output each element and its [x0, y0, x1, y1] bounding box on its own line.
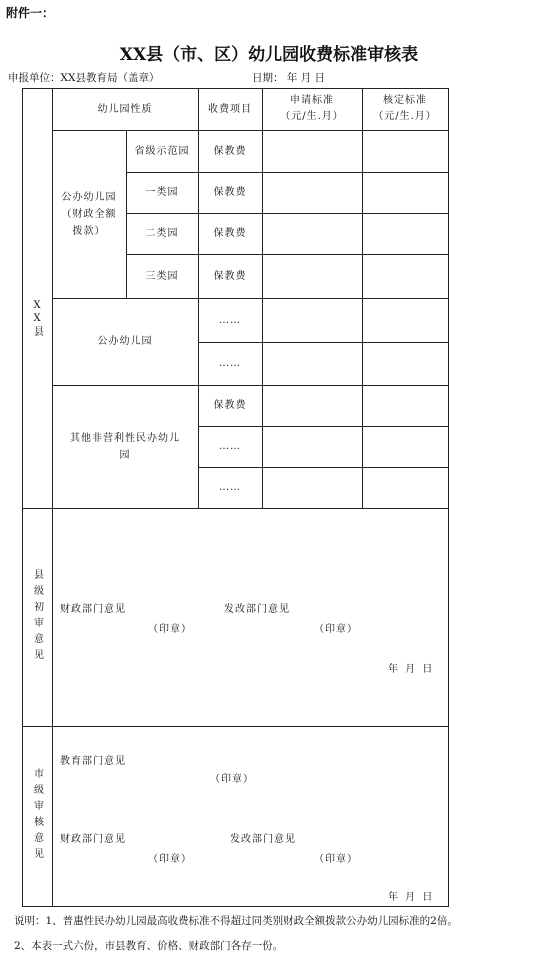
- fee-item-other: ……: [219, 441, 241, 452]
- city-finance-seal: （印章）: [148, 854, 192, 865]
- table-line: [262, 88, 263, 508]
- fee-item-care: 保教费: [213, 400, 247, 411]
- group-private-line1: 其他非营利性民办幼儿: [70, 432, 180, 444]
- header-approved-standard: [362, 88, 448, 130]
- note-line-1: 说明：1、普惠性民办幼儿园最高收费标准不得超过同类别财政全额拨款公办幼儿园标准的2倍。: [14, 915, 458, 927]
- city-edu-seal: （印章）: [210, 774, 254, 785]
- group-public-funded: [52, 130, 126, 298]
- fee-item-other: ……: [219, 314, 241, 326]
- city-review-label: 市级审核意见: [31, 768, 43, 864]
- fee-item-other: ……: [219, 482, 241, 493]
- header-apply-line1: 申请标准: [290, 95, 334, 106]
- fee-item-care: 保教费: [213, 270, 247, 282]
- group-public-kindergarten: 公办幼儿园: [97, 336, 153, 347]
- header-approved-line1: 核定标准: [383, 95, 427, 106]
- city-dev-seal: （印章）: [314, 854, 358, 865]
- county-dev-seal: （印章）: [314, 624, 358, 635]
- fee-item-other: ……: [219, 358, 241, 369]
- city-review-date: 年 月 日: [388, 892, 435, 903]
- fee-item-care: 保教费: [213, 228, 247, 239]
- header-nature: 幼儿园性质: [97, 103, 153, 115]
- table-line: [22, 726, 449, 727]
- city-dev-opinion: 发改部门意见: [230, 834, 296, 845]
- level-second: 二类园: [145, 228, 179, 239]
- page-title: XX县（市、区）幼儿园收费标准审核表: [119, 45, 419, 65]
- county-review-date: 年 月 日: [388, 664, 435, 675]
- level-provincial: 省级示范园: [134, 145, 190, 157]
- group-private-nonprofit: [52, 385, 198, 508]
- county-label: XX县: [31, 300, 43, 338]
- note-line-2: 2、本表一式六份，市县教育、价格、财政部门各存一份。: [14, 940, 284, 952]
- city-edu-opinion: 教育部门意见: [60, 756, 126, 767]
- header-apply-standard: [262, 88, 362, 130]
- applicant-unit: 申报单位：XX县教育局（盖章）: [8, 72, 160, 84]
- annex-label: 附件一：: [6, 6, 55, 20]
- fee-item-care: 保教费: [213, 187, 247, 198]
- county-review-label: 县级初审意见: [31, 569, 43, 665]
- header-approved-line2: （元/生.月）: [373, 111, 437, 122]
- header-apply-line2: （元/生.月）: [280, 111, 344, 122]
- level-third: 三类园: [145, 270, 179, 282]
- table-line: [22, 906, 449, 907]
- county-dev-opinion: 发改部门意见: [224, 604, 290, 615]
- report-date: 日期： 年 月 日: [252, 72, 326, 84]
- table-line: [22, 508, 449, 509]
- group-private-line2: 园: [119, 449, 131, 461]
- group-public-line3: 拨款）: [72, 225, 106, 237]
- county-finance-opinion: 财政部门意见: [60, 604, 126, 615]
- fee-item-care: 保教费: [213, 145, 247, 157]
- county-finance-seal: （印章）: [148, 624, 192, 635]
- city-finance-opinion: 财政部门意见: [60, 834, 126, 845]
- header-fee-item: 收费项目: [208, 103, 252, 115]
- table-line: [448, 88, 449, 907]
- group-public-line1: 公办幼儿园: [61, 191, 117, 203]
- group-public-line2: （财政全额: [61, 208, 117, 220]
- table-line: [362, 88, 363, 508]
- level-first: 一类园: [145, 187, 179, 198]
